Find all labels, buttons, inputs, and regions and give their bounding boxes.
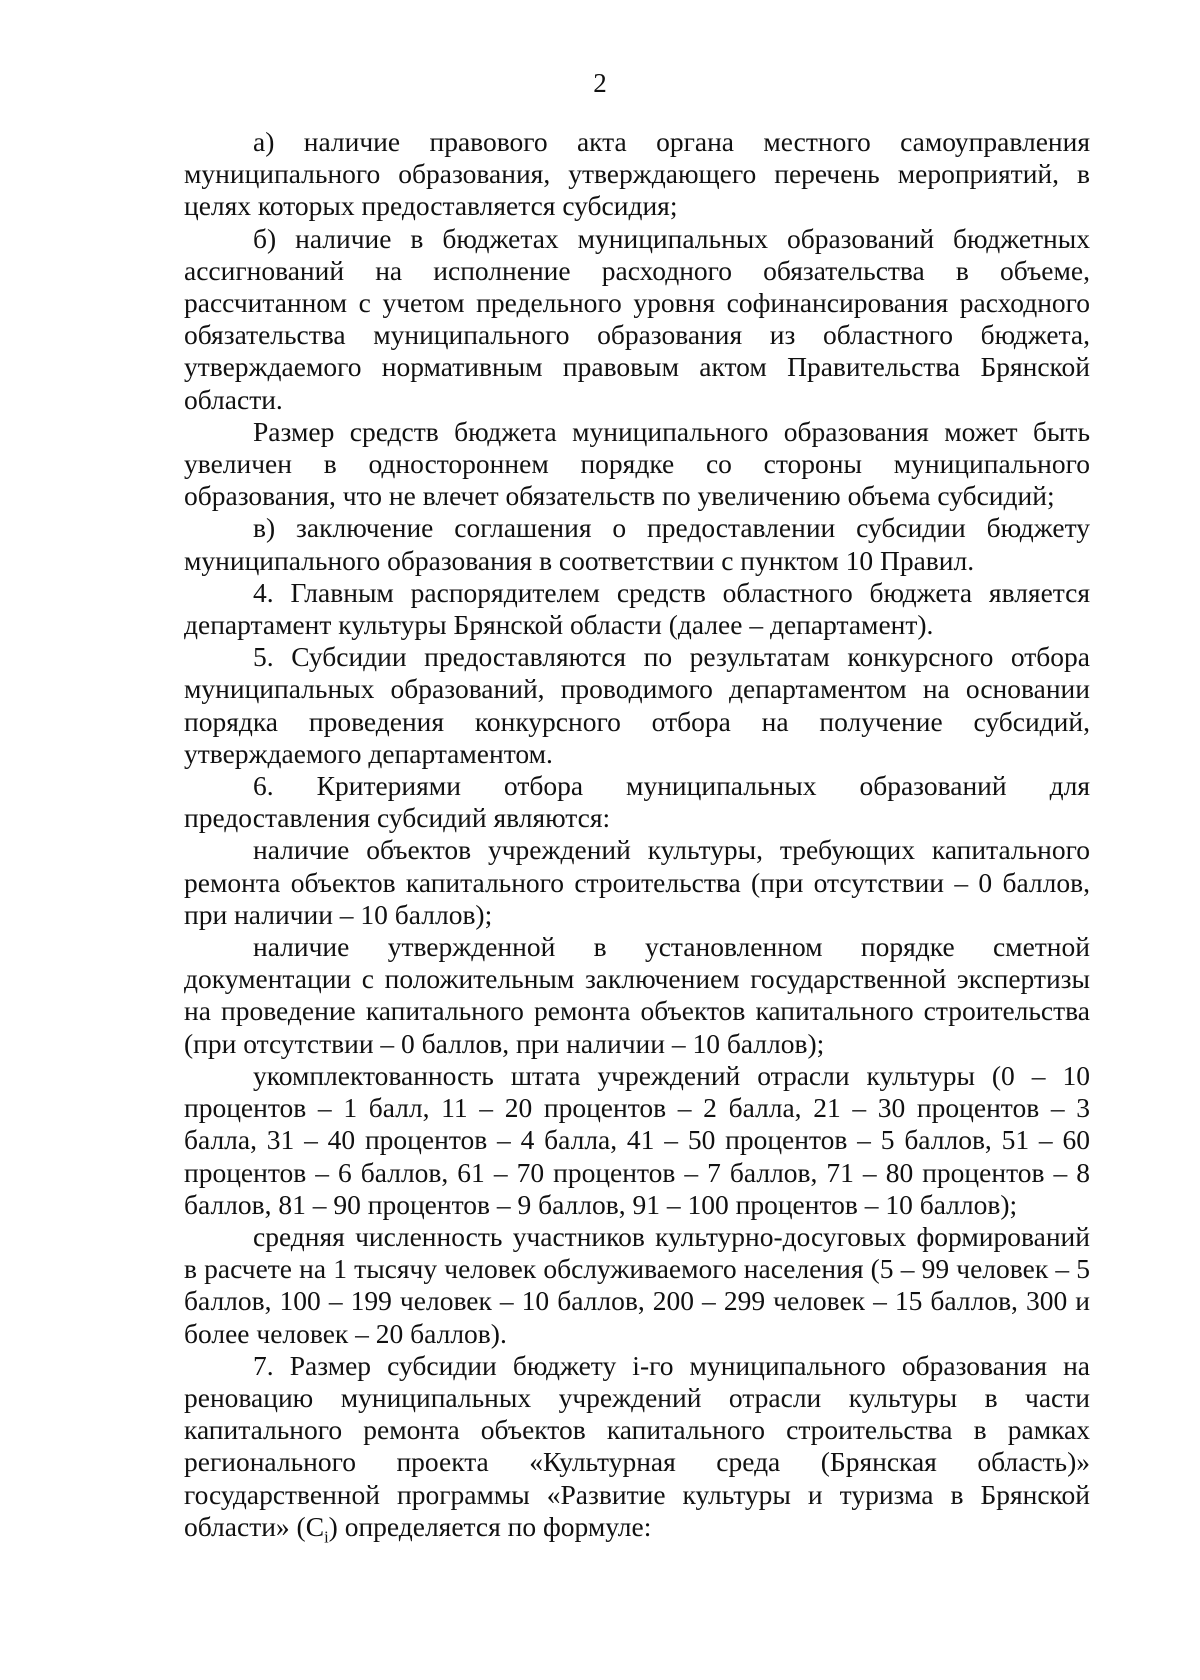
paragraph-7 bbox=[184, 1349, 1090, 1547]
criterion-staffing: укомплектованность штата учреждений отрасли культуры (0 – 10 процентов – 1 балл, 11 – 20 процентов – 2 балла, 21 – 30 процентов – 3 балла, 31 – 40 процентов – 4 балла, 41 – 50 процентов – 5 баллов, 51 – 60 процентов – 6 баллов, 61 – 70 процентов – 7 баллов, 71 – 80 процентов – 8 баллов, 81 – 90 процентов – 9 баллов, 91 – 100 процентов – 10 баллов); bbox=[184, 1059, 1090, 1220]
criterion-objects: наличие объектов учреждений культуры, требующих капитального ремонта объектов капитального строительства (при отсутствии – 0 баллов, при наличии – 10 баллов); bbox=[184, 834, 1090, 930]
paragraph-c: в) заключение соглашения о предоставлении субсидии бюджету муниципального образования в соответствии с пунктом 10 Правил. bbox=[184, 512, 1090, 576]
paragraph-b: б) наличие в бюджетах муниципальных образований бюджетных ассигнований на исполнение расходного обязательства в объеме, рассчитанном с учетом предельного уровня софинансирования расходного обязательства муниципального образования из областного бюджета, утверждаемого нормативным правовым актом Правительства Брянской области. bbox=[184, 222, 1090, 415]
criterion-documentation: наличие утвержденной в установленном порядке сметной документации с положительным заключением государственной экспертизы на проведение капитального ремонта объектов капитального строительства (при отсутствии – 0 баллов, при наличии – 10 баллов); bbox=[184, 931, 1090, 1059]
paragraph-5: 5. Субсидии предоставляются по результатам конкурсного отбора муниципальных образований, проводимого департаментом на основании порядка проведения конкурсного отбора на получение субсидий, утверждаемого департаментом. bbox=[184, 641, 1090, 769]
paragraph-budget-size: Размер средств бюджета муниципального образования может быть увеличен в одностороннем порядке со стороны муниципального образования, что не влечет обязательств по увеличению объема субсидий; bbox=[184, 415, 1090, 512]
paragraph-7-text: 7. Размер субсидии бюджету i-го муниципального образования на реновацию муниципальных учреждений отрасли культуры в части капитального ремонта объектов капитального строительства в рамках регионального проекта «Культурная среда (Брянская область)» государственной программы «Развитие культуры и туризма в Брянской области» (C bbox=[184, 1349, 1090, 1542]
paragraph-6: 6. Критериями отбора муниципальных образований для предоставления субсидий являются: bbox=[184, 770, 1090, 834]
document-body bbox=[184, 126, 1090, 1547]
paragraph-7-text-end: ) определяется по формуле: bbox=[328, 1510, 652, 1542]
paragraph-a: а) наличие правового акта органа местного самоуправления муниципального образования, утверждающего перечень мероприятий, в целях которых предоставляется субсидия; bbox=[184, 126, 1090, 222]
paragraph-4: 4. Главным распорядителем средств областного бюджета является департамент культуры Брянской области (далее – департамент). bbox=[184, 576, 1090, 641]
page-number: 2 bbox=[593, 68, 607, 98]
formula-subscript: i bbox=[324, 1527, 329, 1547]
criterion-participants: средняя численность участников культурно-досуговых формирований в расчете на 1 тысячу человек обслуживаемого населения (5 – 99 человек – 5 баллов, 100 – 199 человек – 10 баллов, 200 – 299 человек – 15 баллов, 300 и более человек – 20 баллов). bbox=[184, 1220, 1090, 1349]
